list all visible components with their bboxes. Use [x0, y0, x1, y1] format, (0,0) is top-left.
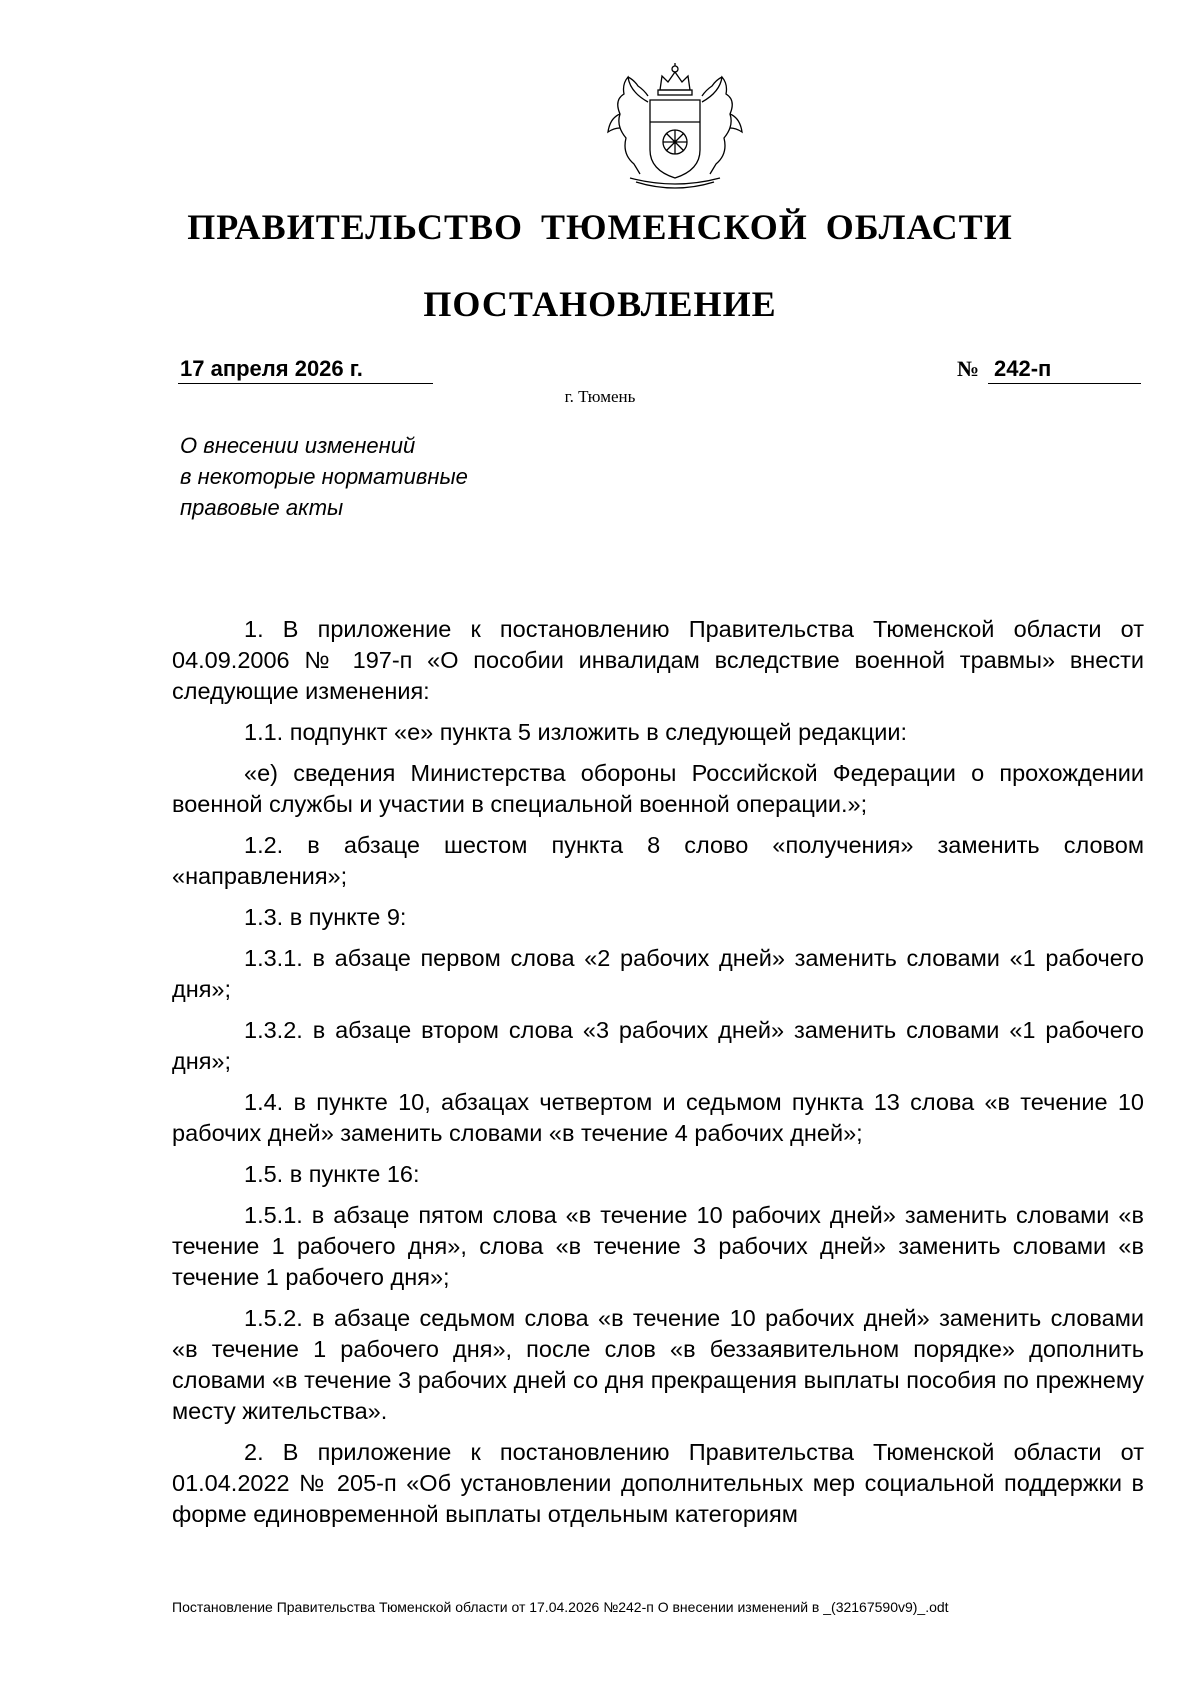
government-title: ПРАВИТЕЛЬСТВО ТЮМЕНСКОЙ ОБЛАСТИ	[187, 207, 1013, 247]
subject-line: О внесении изменений	[180, 433, 416, 458]
document-date: 17 апреля 2026 г.	[178, 355, 433, 384]
document-body	[172, 614, 1144, 1530]
subject-line: в некоторые нормативные	[180, 464, 468, 489]
body-paragraph: 1.3.2. в абзаце втором слова «3 рабочих дней» заменить словами «1 рабочего дня»;	[172, 1017, 1144, 1074]
document-footer: Постановление Правительства Тюменской области от 17.04.2026 №242-п О внесении изменений в _(32167590v9)_.odt	[172, 1599, 949, 1615]
body-paragraph: 1.3. в пункте 9:	[244, 904, 407, 930]
body-paragraph: 1.5. в пункте 16:	[244, 1161, 420, 1187]
body-paragraph: 1.4. в пункте 10, абзацах четвертом и седьмом пункта 13 слова «в течение 10 рабочих дней» заменить словами «в течение 4 рабочих дней»;	[172, 1089, 1144, 1146]
body-paragraph: 1.1. подпункт «е» пункта 5 изложить в следующей редакции:	[244, 719, 908, 745]
document-subject	[180, 430, 468, 523]
body-paragraph: 2. В приложение к постановлению Правительства Тюменской области от 01.04.2022 № 205-п «Об установлении дополнительных мер социальной поддержки в форме единовременной выплаты отдельным категориям	[172, 1439, 1144, 1527]
coat-of-arms-emblem	[600, 62, 750, 192]
document-city: г. Тюмень	[564, 387, 636, 406]
subject-line: правовые акты	[180, 495, 344, 520]
body-paragraph: 1.3.1. в абзаце первом слова «2 рабочих дней» заменить словами «1 рабочего дня»;	[172, 945, 1144, 1002]
body-paragraph: 1.2. в абзаце шестом пункта 8 слово «получения» заменить словом «направления»;	[172, 832, 1144, 889]
document-number: 242-п	[988, 355, 1141, 384]
body-paragraph: 1. В приложение к постановлению Правительства Тюменской области от 04.09.2006 № 197-п «О пособии инвалидам вследствие военной травмы» внести следующие изменения:	[172, 616, 1144, 704]
body-paragraph: 1.5.2. в абзаце седьмом слова «в течение 10 рабочих дней» заменить словами «в течение 1 рабочего дня», после слов «в беззаявительном порядке» дополнить словами «в течение 3 рабочих дней со дня прекращения выплаты пособия по прежнему месту жительства».	[172, 1305, 1144, 1424]
body-paragraph: 1.5.1. в абзаце пятом слова «в течение 10 рабочих дней» заменить словами «в течение 1 рабочего дня», слова «в течение 3 рабочих дней» заменить словами «в течение 1 рабочего дня»;	[172, 1202, 1144, 1290]
document-number-label: №	[957, 356, 980, 381]
document-type: ПОСТАНОВЛЕНИЕ	[423, 284, 777, 324]
body-paragraph: «е) сведения Министерства обороны Российской Федерации о прохождении военной службы и участии в специальной военной операции.»;	[172, 760, 1144, 817]
